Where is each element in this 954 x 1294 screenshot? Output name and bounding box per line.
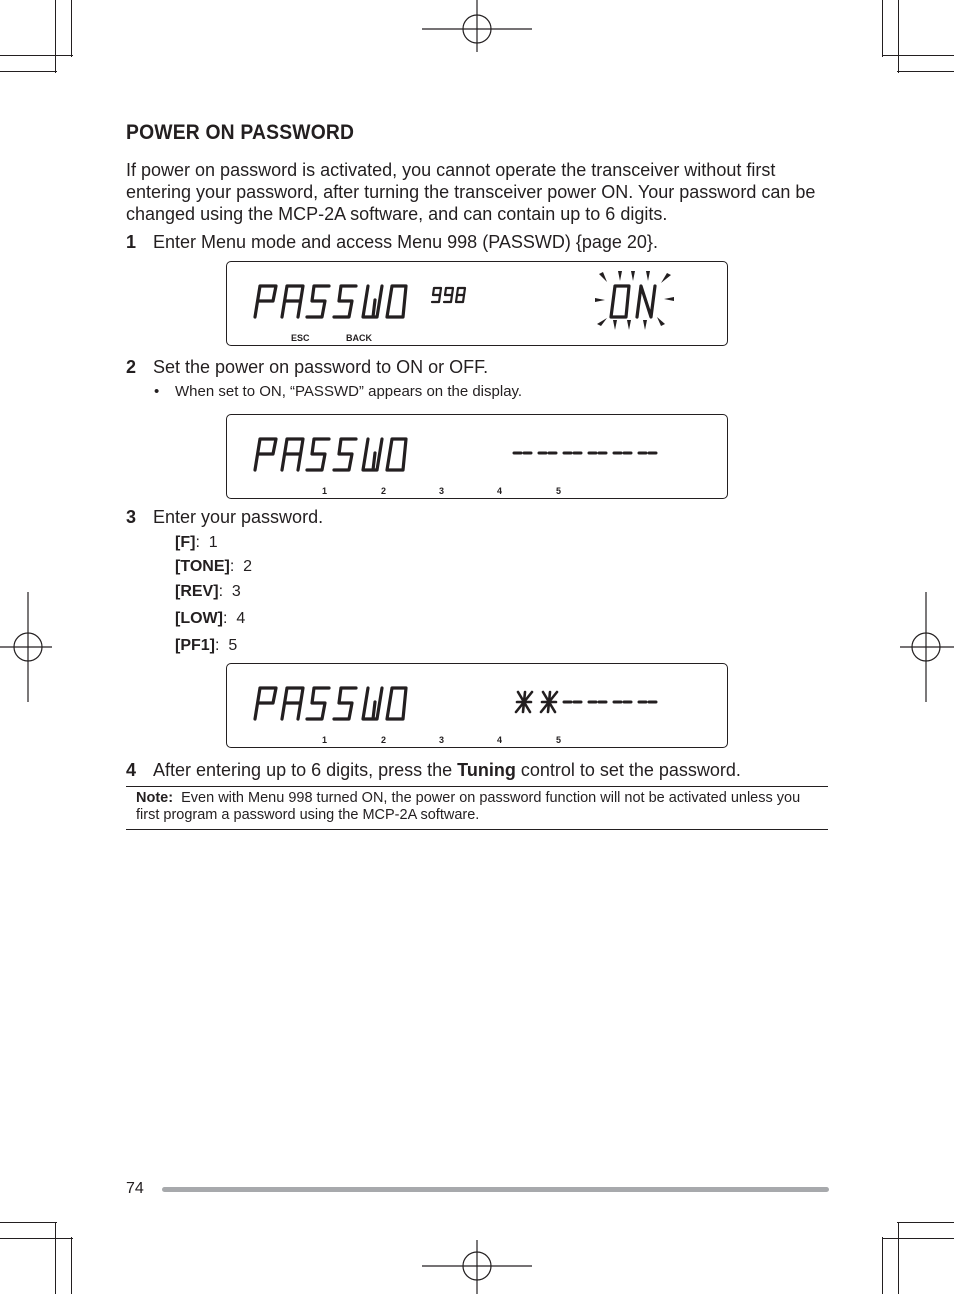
- lcd-display-password-empty: [226, 414, 728, 499]
- key-digit: 4: [236, 610, 246, 627]
- key-mapping-pf1: [PF1]: 5: [175, 637, 238, 654]
- step-3: [126, 506, 323, 528]
- page-number: 74: [126, 1180, 144, 1197]
- soft-key-label: 3: [439, 486, 445, 496]
- key-mapping-rev: [REV]: 3: [175, 583, 241, 600]
- step-number: 2: [126, 357, 137, 377]
- step-4: [126, 759, 741, 781]
- key-name: [PF1]: [175, 637, 215, 654]
- key-name: [TONE]: [175, 558, 230, 575]
- soft-key-label: 4: [497, 486, 503, 496]
- key-mapping-low: [LOW]: 4: [175, 610, 246, 627]
- key-name: [F]: [175, 534, 196, 551]
- soft-key-label: 4: [497, 735, 503, 745]
- registration-mark-right: [896, 590, 954, 704]
- step-text: Enter your password.: [153, 507, 324, 527]
- soft-key-label: 1: [322, 486, 328, 496]
- key-digit: 2: [243, 558, 253, 575]
- note-text: Even with Menu 998 turned ON, the power on password function will not be activated unless you first program a password using the MCP-2A software.: [136, 790, 801, 823]
- intro-paragraph: If power on password is activated, you cannot operate the transceiver without first entering your password, after turning the transceiver power ON. Your password can be changed using the MCP-2A software, and can contain up to 6 digits.: [126, 160, 816, 224]
- soft-key-label: 5: [556, 486, 562, 496]
- soft-key-label: 2: [381, 486, 387, 496]
- step-text: After entering up to 6 digits, press the: [153, 760, 458, 780]
- key-digit: 3: [231, 583, 241, 600]
- blink-indicator-icon: [595, 271, 674, 330]
- page-footer-bar: [162, 1187, 829, 1192]
- tuning-control-label: Tuning: [457, 760, 516, 780]
- soft-key-label: 2: [381, 735, 387, 745]
- step-text: Enter Menu mode and access Menu 998 (PASSWD) {page 20}.: [153, 232, 658, 252]
- step-number: 4: [126, 760, 137, 780]
- key-name: [LOW]: [175, 610, 223, 627]
- soft-key-label: BACK: [346, 333, 372, 343]
- soft-key-label: 5: [556, 735, 562, 745]
- registration-mark-top: [420, 0, 534, 58]
- lcd-graphic: [227, 262, 727, 345]
- soft-key-label: ESC: [291, 333, 310, 343]
- note-label: Note:: [136, 790, 174, 806]
- note-box: [126, 786, 828, 830]
- bullet-symbol: •: [154, 383, 160, 400]
- step-2: [126, 356, 488, 378]
- lcd-display-menu-998: [226, 261, 728, 346]
- key-mapping-tone: [TONE]: 2: [175, 558, 253, 575]
- registration-mark-left: [0, 590, 58, 704]
- key-name: [REV]: [175, 583, 219, 600]
- lcd-main-segments: [255, 439, 406, 470]
- registration-mark-bottom: [420, 1236, 534, 1294]
- lcd-graphic: [227, 415, 727, 498]
- lcd-password-asterisks: [516, 692, 557, 712]
- step-1: [126, 231, 658, 253]
- bullet-text: When set to ON, “PASSWD” appears on the display.: [175, 383, 523, 400]
- lcd-main-segments: [255, 286, 406, 317]
- lcd-main-segments: [255, 688, 406, 719]
- lcd-value-on: [611, 286, 655, 317]
- section-title: POWER ON PASSWORD: [126, 121, 355, 144]
- key-digit: 5: [228, 637, 238, 654]
- soft-key-label: 3: [439, 735, 445, 745]
- lcd-graphic: [227, 664, 727, 747]
- step-number: 3: [126, 507, 137, 527]
- bullet-note: [154, 383, 522, 401]
- lcd-menu-digits: [432, 288, 465, 302]
- lcd-display-password-entering: [226, 663, 728, 748]
- step-text: control to set the password.: [515, 760, 741, 780]
- step-text: Set the power on password to ON or OFF.: [153, 357, 489, 377]
- step-number: 1: [126, 232, 137, 252]
- key-digit: 1: [208, 534, 218, 551]
- soft-key-label: 1: [322, 735, 328, 745]
- key-mapping-f: [F]: 1: [175, 534, 218, 551]
